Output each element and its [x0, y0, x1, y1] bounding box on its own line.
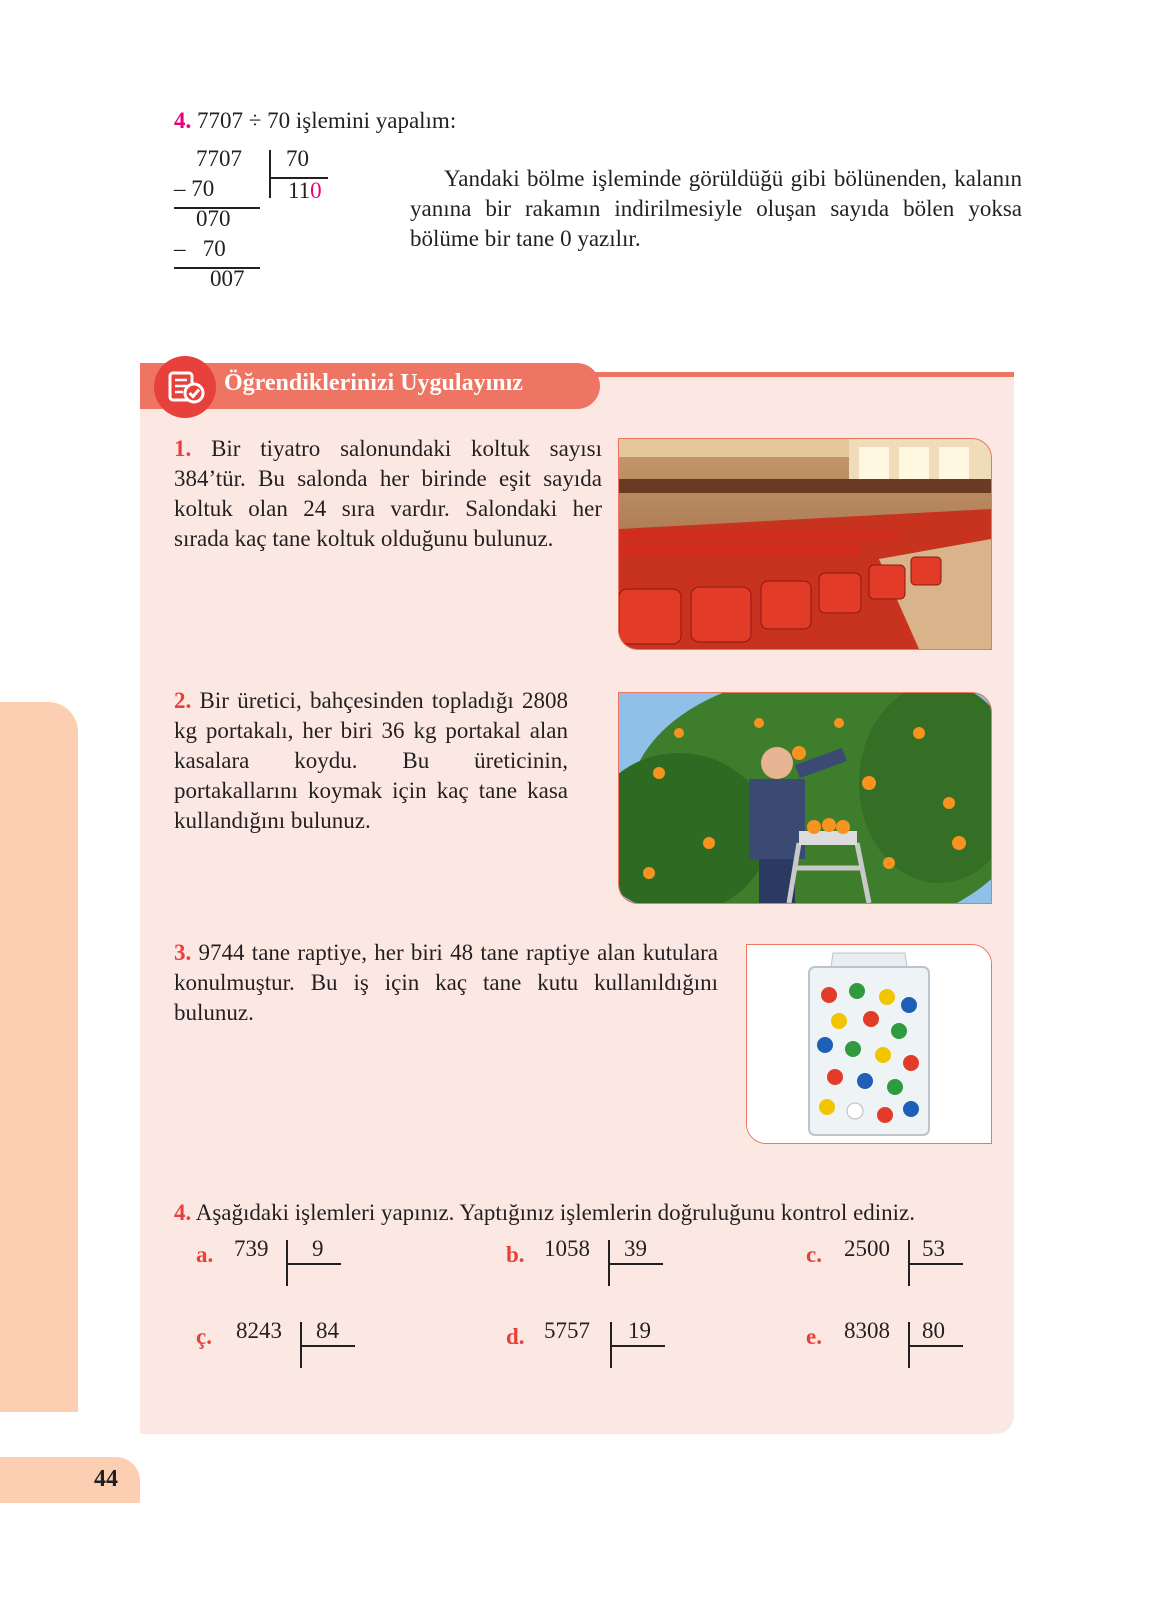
question-4	[174, 1198, 994, 1228]
question-3	[174, 938, 718, 1028]
exercise-dividend: 5757	[544, 1318, 590, 1343]
exercise-dividend: 2500	[844, 1236, 890, 1261]
division-line	[611, 1345, 665, 1347]
exercise-label: ç.	[196, 1324, 212, 1349]
theater-hall-image	[618, 438, 992, 650]
exercise-divisor: 39	[624, 1236, 647, 1261]
exercise-dividend: 8243	[236, 1318, 282, 1343]
division-line	[609, 1263, 663, 1265]
exercise-label: e.	[806, 1324, 822, 1349]
divisor: 70	[286, 146, 309, 171]
exercise-divisor: 84	[316, 1318, 339, 1343]
exercise-divisor: 19	[628, 1318, 651, 1343]
example-number: 4.	[174, 108, 192, 133]
page-number-box	[0, 1457, 140, 1503]
quotient-zero: 0	[310, 178, 322, 203]
remainder-1: 070	[196, 206, 231, 231]
exercise-label: b.	[506, 1242, 525, 1267]
question-2-number: 2.	[174, 688, 192, 713]
exercise-label: d.	[506, 1324, 525, 1349]
page-number: 44	[94, 1466, 118, 1492]
quotient	[288, 178, 322, 204]
division-line	[287, 1263, 341, 1265]
panel-top-rule	[590, 372, 1014, 377]
dividend: 7707	[196, 146, 242, 171]
division-line	[909, 1345, 963, 1347]
exercise-dividend: 1058	[544, 1236, 590, 1261]
question-3-text: 9744 tane raptiye, her biri 48 tane raptiye alan kutulara konulmuştur. Bu iş için kaç tane kutu kullanıldığını bulunuz.	[174, 940, 718, 1025]
division-line	[909, 1263, 963, 1265]
side-tab	[0, 702, 78, 1412]
question-4-text: Aşağıdaki işlemleri yapınız. Yaptığınız işlemlerin doğruluğunu kontrol ediniz.	[195, 1200, 916, 1225]
exercise-dividend: 8308	[844, 1318, 890, 1343]
question-1	[174, 434, 602, 554]
section-title: Öğrendiklerinizi Uygulayınız	[224, 370, 523, 396]
exercise-divisor: 80	[922, 1318, 945, 1343]
subtract-step-2: – 70	[174, 236, 226, 261]
question-1-text: Bir tiyatro salonundaki koltuk sayısı 384’tür. Bu salonda her birinde eşit sayıda koltuk olan 24 sıra vardır. Salondaki her sırada kaç tane koltuk olduğunu bulunuz.	[174, 436, 603, 551]
remainder-2: 007	[210, 266, 245, 291]
section-badge	[154, 356, 216, 418]
question-3-number: 3.	[174, 940, 192, 965]
subtract-step-1: – 70	[174, 176, 215, 201]
question-2-text: Bir üretici, bahçesinden topladığı 2808 kg portakalı, her biri 36 kg portakal alan kasalara koydu. Bu üreticinin, portakallarını koymak için kaç tane kasa kullandığını bulunuz.	[174, 688, 568, 833]
question-1-number: 1.	[174, 436, 192, 461]
example-heading	[174, 106, 456, 136]
question-2	[174, 686, 568, 836]
question-4-number: 4.	[174, 1200, 192, 1225]
orange-tree-image	[618, 692, 992, 904]
example-explanation: Yandaki bölme işleminde görüldüğü gibi bölünenden, kalanın yanına bir rakamın indirilmesiyle oluşan sayıda bölen yoksa bölüme bir tane 0 yazılır.	[410, 166, 1022, 251]
exercise-label: c.	[806, 1242, 822, 1267]
exercise-dividend: 739	[234, 1236, 269, 1261]
division-vertical-line	[269, 150, 271, 198]
quotient-prefix: 11	[288, 178, 311, 203]
checklist-icon	[154, 356, 216, 418]
division-line	[301, 1345, 355, 1347]
exercise-divisor: 9	[312, 1236, 324, 1261]
exercise-divisor: 53	[922, 1236, 945, 1261]
pushpin-box-image	[746, 944, 992, 1144]
exercise-label: a.	[196, 1242, 214, 1267]
example-title: 7707 ÷ 70 işlemini yapalım:	[197, 108, 457, 133]
